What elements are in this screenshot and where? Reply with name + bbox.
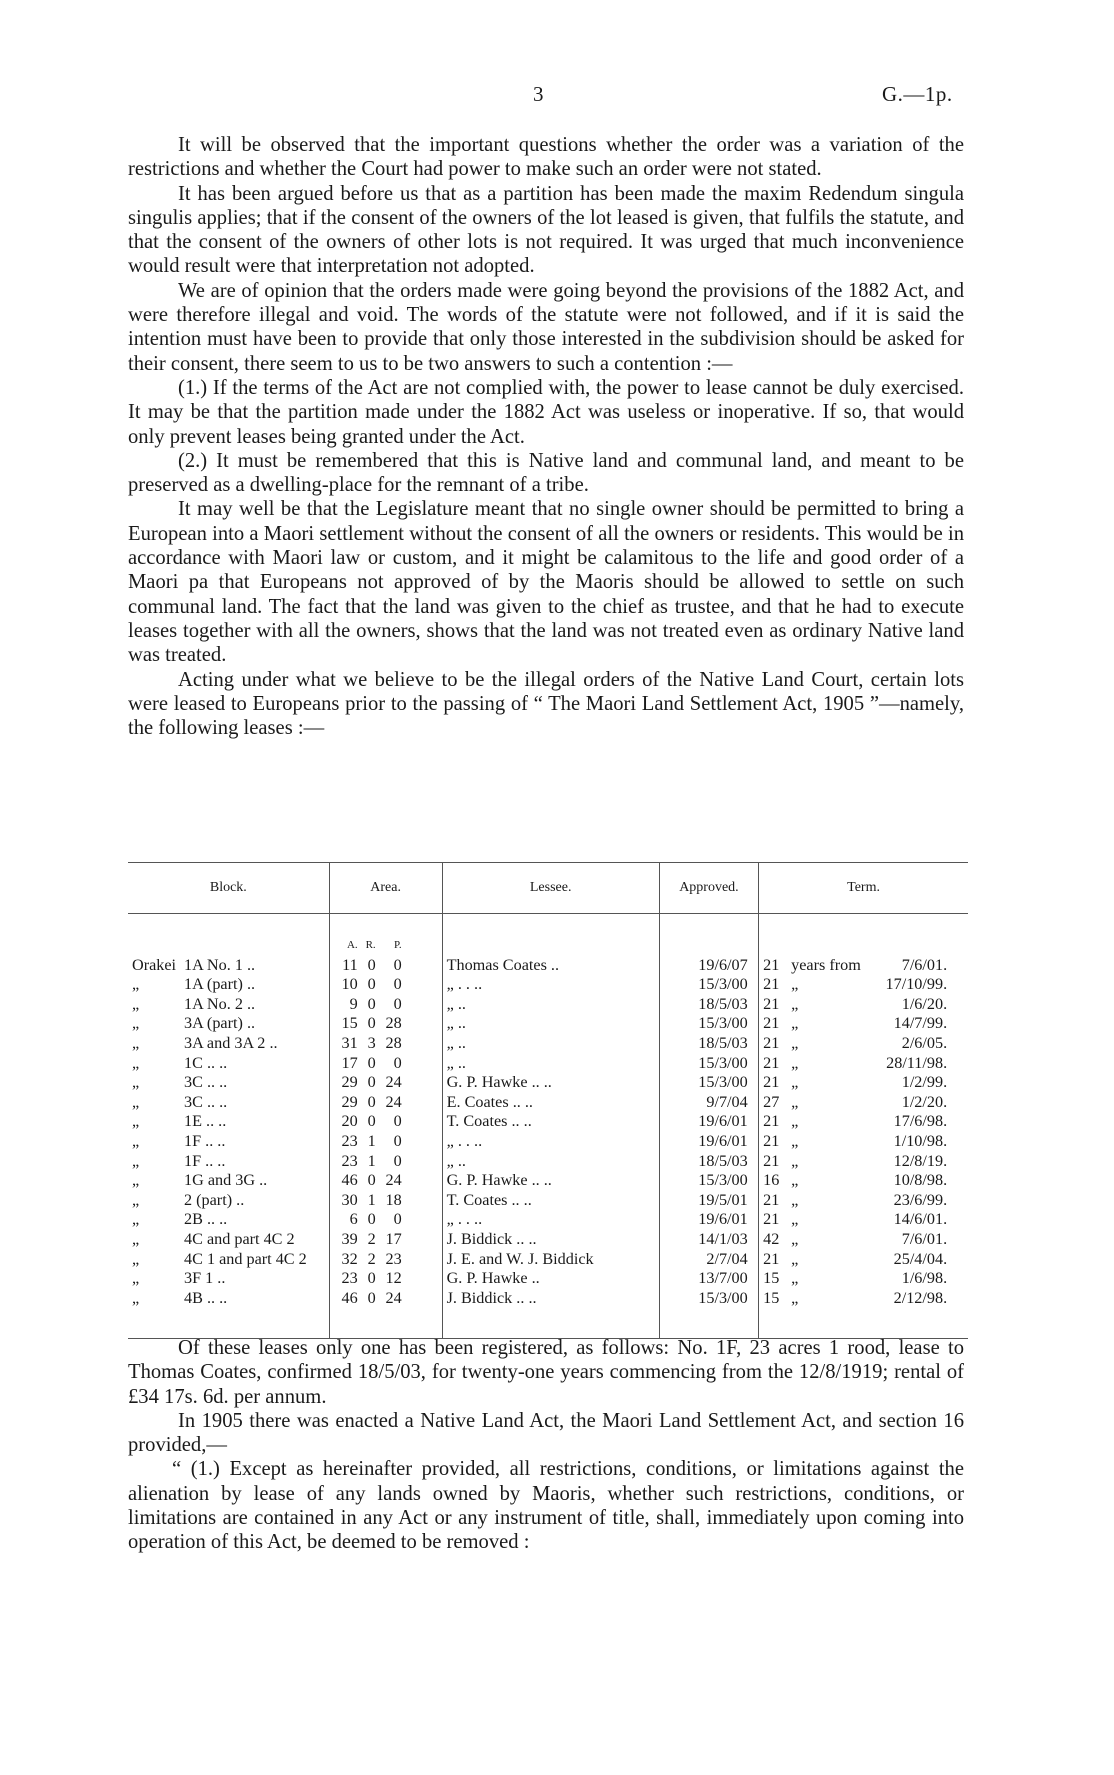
term-start-date: 7/6/01. [901, 955, 948, 974]
area-roods: 0 [367, 1053, 376, 1072]
approved-date: 15/3/00 [698, 1014, 748, 1033]
term-start-date: 7/6/01. [901, 1229, 948, 1248]
term-from: „ [791, 1033, 799, 1052]
table-row [128, 1014, 968, 1034]
area-roods: 0 [367, 994, 376, 1013]
closing-text [128, 1336, 964, 1555]
block-prefix: „ [132, 1073, 140, 1092]
lessee-name: T. Coates .. [446, 1190, 520, 1209]
term-start-date: 1/6/20. [901, 994, 948, 1013]
area-roods: 0 [367, 1210, 376, 1229]
area-roods: 0 [367, 1288, 376, 1307]
approved-date: 15/3/00 [698, 1073, 748, 1092]
block-name: 4C and part 4C 2 [184, 1229, 295, 1248]
block-name: 1C .. [184, 1053, 216, 1072]
term-start-date: 1/10/98. [893, 1131, 948, 1150]
term-years: 21 [763, 1131, 780, 1150]
term-from: „ [791, 1229, 799, 1248]
area-acres: 46 [341, 1288, 358, 1307]
table-row [128, 1289, 968, 1339]
lessee-name: G. P. Hawke .. [446, 1073, 540, 1092]
block-name: 3C .. [184, 1092, 216, 1111]
unit-perches: P. [394, 939, 402, 951]
block-prefix: „ [132, 1288, 140, 1307]
leader-dots: .. [457, 1014, 466, 1033]
table-row [128, 1034, 968, 1054]
area-roods: 0 [367, 1269, 376, 1288]
area-acres: 29 [341, 1073, 358, 1092]
block-prefix: „ [132, 1053, 140, 1072]
leader-dots: .. [217, 1269, 226, 1288]
block-prefix: „ [132, 1092, 140, 1111]
leader-dots: .. [217, 1151, 226, 1170]
area-perches: 0 [393, 994, 402, 1013]
leader-dots: .. [474, 975, 483, 994]
paragraph: It may well be that the Legislature meant that no single owner should be permitted to bring a European into a Maori settlement without the consent of all the owners or residents. This would be in accordance with Maori law or custom, and it might be calamitous to the life and good order of a Maori pa that Europeans not approved of by the Maoris should be allowed to settle on such communal land. The fact that the land was given to the chief as trustee, and that he had to execute leases together with all the owners, shows that the land was not treated even as ordinary Native land was treated. [128, 498, 964, 667]
area-acres: 23 [341, 1151, 358, 1170]
area-perches: 24 [385, 1092, 402, 1111]
header-lessee: Lessee. [442, 863, 659, 914]
term-from: „ [791, 1269, 799, 1288]
area-roods: 1 [367, 1190, 376, 1209]
table-row [128, 1250, 968, 1270]
table-row [128, 1269, 968, 1289]
block-prefix: „ [132, 975, 140, 994]
block-name: 3F 1 [184, 1269, 214, 1288]
term-years: 21 [763, 1151, 780, 1170]
area-acres: 23 [341, 1269, 358, 1288]
lessee-name: J. Biddick .. [446, 1229, 525, 1248]
block-name: 2B .. [184, 1210, 216, 1229]
approved-date: 15/3/00 [698, 1171, 748, 1190]
term-start-date: 14/6/01. [893, 1210, 948, 1229]
unit-acres: A. [346, 939, 358, 951]
block-prefix: „ [132, 1210, 140, 1229]
leader-dots: .. [236, 1190, 245, 1209]
area-perches: 0 [393, 955, 402, 974]
term-from: „ [791, 1249, 799, 1268]
area-acres: 30 [341, 1190, 358, 1209]
block-name: 1A No. 2 [184, 994, 243, 1013]
leader-dots: .. [528, 1288, 537, 1307]
approved-date: 15/3/00 [698, 975, 748, 994]
area-perches: 17 [385, 1229, 402, 1248]
term-years: 15 [763, 1269, 780, 1288]
term-start-date: 10/8/98. [893, 1171, 948, 1190]
block-name: 4C 1 and part 4C 2 [184, 1249, 307, 1268]
lessee-name: „ . . [446, 1131, 470, 1150]
area-roods: 1 [367, 1151, 376, 1170]
term-start-date: 1/2/99. [901, 1073, 948, 1092]
approved-date: 15/3/00 [698, 1053, 748, 1072]
table-header-row [128, 863, 968, 914]
term-start-date: 14/7/99. [893, 1014, 948, 1033]
block-prefix: „ [132, 1229, 140, 1248]
area-acres: 10 [341, 975, 358, 994]
leader-dots: .. [269, 1033, 278, 1052]
area-acres: 15 [341, 1014, 358, 1033]
approved-date: 19/6/07 [698, 955, 748, 974]
block-prefix: „ [132, 1112, 140, 1131]
term-from: „ [791, 1073, 799, 1092]
term-years: 15 [763, 1288, 780, 1307]
leader-dots: .. [474, 1131, 483, 1150]
leader-dots: .. [246, 975, 256, 994]
block-name: 1E .. [184, 1112, 215, 1131]
block-name: 1A (part) [184, 975, 243, 994]
table-row [128, 1152, 968, 1172]
area-units-row [128, 914, 968, 956]
block-name: 1A No. 1 [184, 955, 243, 974]
leases-table [128, 862, 968, 1339]
term-years: 21 [763, 1053, 780, 1072]
leader-dots: .. [457, 1151, 466, 1170]
area-acres: 20 [341, 1112, 358, 1131]
area-perches: 24 [385, 1073, 402, 1092]
area-roods: 0 [367, 1171, 376, 1190]
area-roods: 0 [367, 1073, 376, 1092]
area-acres: 31 [341, 1033, 358, 1052]
lessee-name: G. P. Hawke .. [446, 1171, 540, 1190]
approved-date: 18/5/03 [698, 994, 748, 1013]
document-series: G.—1p. [882, 82, 953, 106]
term-from: „ [791, 1131, 799, 1150]
table-row [128, 975, 968, 995]
area-acres: 17 [341, 1053, 358, 1072]
lessee-name: „ . . [446, 1210, 470, 1229]
paragraph: Of these leases only one has been registered, as follows: No. 1F, 23 acres 1 rood, lease to Thomas Coates, confirmed 18/5/03, for twenty-one years commencing from the 12/8/1919; rental of £34 17s. 6d. per annum. [128, 1337, 964, 1408]
table-row [128, 1112, 968, 1132]
term-from: „ [791, 1190, 799, 1209]
leader-dots: .. [218, 1112, 227, 1131]
block-prefix: „ [132, 994, 140, 1013]
paragraph: We are of opinion that the orders made were going beyond the provisions of the 1882 Act, and were therefore illegal and void. The words of the statute were not followed, and if it is said the intention must have been to provide that only those interested in the subdivision should be asked for their consent, there seem to us to be two answers to such a contention :— [128, 279, 964, 375]
leader-dots: .. [524, 1092, 533, 1111]
lessee-name: T. Coates .. [446, 1112, 520, 1131]
area-roods: 1 [367, 1131, 376, 1150]
lessee-name: J. E. and W. J. Biddick [446, 1249, 594, 1268]
area-perches: 23 [385, 1249, 402, 1268]
paragraph: In 1905 there was enacted a Native Land Act, the Maori Land Settlement Act, and section 16 provided,— [128, 1409, 964, 1457]
leader-dots: .. [219, 1053, 228, 1072]
term-start-date: 17/6/98. [893, 1112, 948, 1131]
body-text [128, 133, 964, 740]
block-prefix: „ [132, 1014, 140, 1033]
area-roods: 2 [367, 1229, 376, 1248]
area-acres: 23 [341, 1131, 358, 1150]
term-years: 42 [763, 1229, 780, 1248]
term-from: „ [791, 1288, 799, 1307]
approved-date: 18/5/03 [698, 1033, 748, 1052]
lessee-name: E. Coates .. [446, 1092, 521, 1111]
page-header [0, 82, 1114, 112]
block-prefix: „ [132, 1033, 140, 1052]
table-row [128, 995, 968, 1015]
approved-date: 9/7/04 [706, 1092, 748, 1111]
area-acres: 6 [349, 1210, 358, 1229]
leader-dots: .. [246, 994, 256, 1013]
approved-date: 15/3/00 [698, 1288, 748, 1307]
area-perches: 28 [385, 1033, 402, 1052]
block-prefix: „ [132, 1249, 140, 1268]
term-years: 21 [763, 994, 780, 1013]
area-perches: 12 [385, 1269, 402, 1288]
block-prefix: „ [132, 1171, 140, 1190]
approved-date: 19/6/01 [698, 1210, 748, 1229]
block-name: 3A and 3A 2 [184, 1033, 266, 1052]
page-number: 3 [533, 82, 544, 106]
paragraph: Acting under what we believe to be the illegal orders of the Native Land Court, certain lots were leased to Europeans prior to the passing of “ The Maori Land Settlement Act, 1905 ”—namely, the following leases :— [128, 668, 964, 740]
leader-dots: .. [528, 1229, 537, 1248]
header-approved: Approved. [659, 863, 758, 914]
approved-date: 19/6/01 [698, 1131, 748, 1150]
block-name: 3C .. [184, 1073, 216, 1092]
leader-dots: .. [219, 1073, 228, 1092]
lessee-name: Thomas Coates [446, 955, 547, 974]
leader-dots: .. [217, 1131, 226, 1150]
approved-date: 18/5/03 [698, 1151, 748, 1170]
leader-dots: .. [457, 994, 466, 1013]
leader-dots: .. [219, 1210, 228, 1229]
paragraph: It will be observed that the important questions whether the order was a variation of the restrictions and whether the Court had power to make such an order were not stated. [128, 134, 964, 181]
lessee-name: „ [446, 1053, 454, 1072]
table-row [128, 956, 968, 976]
leader-dots: .. [531, 1269, 540, 1288]
block-name: 4B .. [184, 1288, 216, 1307]
leader-dots: .. [219, 1288, 228, 1307]
leader-dots: .. [259, 1171, 268, 1190]
leader-dots: .. [474, 1210, 483, 1229]
area-acres: 39 [341, 1229, 358, 1248]
leader-dots: .. [523, 1112, 532, 1131]
lessee-name: „ [446, 1033, 454, 1052]
term-start-date: 12/8/19. [893, 1151, 948, 1170]
header-block: Block. [128, 863, 329, 914]
term-start-date: 2/6/05. [901, 1033, 948, 1052]
table-row [128, 1054, 968, 1074]
term-from: „ [791, 1112, 799, 1131]
term-from: years from [791, 955, 861, 974]
term-start-date: 17/10/99. [885, 975, 948, 994]
table-row [128, 1093, 968, 1113]
term-from: „ [791, 975, 799, 994]
table-row [128, 1132, 968, 1152]
term-years: 21 [763, 1033, 780, 1052]
term-start-date: 28/11/98. [886, 1053, 948, 1072]
leader-dots: .. [550, 955, 560, 974]
leader-dots: .. [523, 1190, 532, 1209]
lessee-name: „ [446, 1151, 454, 1170]
approved-date: 14/1/03 [698, 1229, 748, 1248]
table-row [128, 1171, 968, 1191]
approved-date: 2/7/04 [706, 1249, 748, 1268]
unit-roods: R. [365, 939, 376, 951]
area-acres: 29 [341, 1092, 358, 1111]
lessee-name: „ [446, 1014, 454, 1033]
area-perches: 24 [385, 1288, 402, 1307]
term-start-date: 2/12/98. [893, 1288, 948, 1307]
leader-dots: .. [246, 1014, 256, 1033]
block-prefix: „ [132, 1151, 140, 1170]
block-name: 2 (part) [184, 1190, 233, 1209]
block-prefix: „ [132, 1190, 140, 1209]
area-perches: 28 [385, 1014, 402, 1033]
header-term: Term. [759, 863, 968, 914]
term-years: 27 [763, 1092, 780, 1111]
lessee-name: „ [446, 994, 454, 1013]
block-prefix: „ [132, 1131, 140, 1150]
table-row [128, 1073, 968, 1093]
paragraph: (2.) It must be remembered that this is Native land and communal land, and meant to be preserved as a dwelling-place for the remnant of a tribe. [128, 449, 964, 497]
paragraph: (1.) If the terms of the Act are not complied with, the power to lease cannot be duly exercised. It may be that the partition made under the 1882 Act was useless or inoperative. If so, that would only prevent leases being granted under the Act. [128, 376, 964, 448]
area-perches: 0 [393, 1053, 402, 1072]
table-row [128, 1230, 968, 1250]
term-years: 21 [763, 1190, 780, 1209]
area-acres: 32 [341, 1249, 358, 1268]
block-prefix: Orakei [132, 955, 177, 974]
area-perches: 0 [393, 1151, 402, 1170]
area-perches: 0 [393, 1131, 402, 1150]
block-name: 3A (part) [184, 1014, 243, 1033]
area-roods: 3 [367, 1033, 376, 1052]
term-years: 21 [763, 1073, 780, 1092]
area-roods: 0 [367, 1112, 376, 1131]
term-years: 21 [763, 1210, 780, 1229]
header-area: Area. [329, 863, 442, 914]
area-perches: 0 [393, 1112, 402, 1131]
block-prefix: „ [132, 1269, 140, 1288]
term-years: 21 [763, 955, 780, 974]
term-start-date: 25/4/04. [893, 1249, 948, 1268]
area-perches: 24 [385, 1171, 402, 1190]
area-roods: 0 [367, 955, 376, 974]
area-perches: 0 [393, 1210, 402, 1229]
leader-dots: .. [457, 1033, 466, 1052]
lessee-name: „ . . [446, 975, 470, 994]
leader-dots: .. [219, 1092, 228, 1111]
area-roods: 0 [367, 1092, 376, 1111]
leader-dots: .. [246, 955, 256, 974]
block-name: 1F .. [184, 1151, 214, 1170]
approved-date: 19/5/01 [698, 1190, 748, 1209]
block-name: 1G and 3G [184, 1171, 256, 1190]
term-years: 21 [763, 975, 780, 994]
table-row [128, 1191, 968, 1211]
term-from: „ [791, 1171, 799, 1190]
term-from: „ [791, 1092, 799, 1111]
area-acres: 11 [342, 955, 358, 974]
term-from: „ [791, 1151, 799, 1170]
term-start-date: 1/2/20. [901, 1092, 948, 1111]
area-roods: 2 [367, 1249, 376, 1268]
term-start-date: 1/6/98. [901, 1269, 948, 1288]
lessee-name: J. Biddick .. [446, 1288, 525, 1307]
term-years: 21 [763, 1249, 780, 1268]
term-years: 16 [763, 1171, 780, 1190]
lessee-name: G. P. Hawke [446, 1269, 528, 1288]
leader-dots: .. [457, 1053, 466, 1072]
term-from: „ [791, 994, 799, 1013]
leader-dots: .. [543, 1073, 552, 1092]
term-from: „ [791, 1210, 799, 1229]
quoted-section: “ (1.) Except as hereinafter provided, all restrictions, conditions, or limitations against the alienation by lease of any lands owned by Maoris, whether such restrictions, conditions, or limitations are contained in any Act or any instrument of title, shall, immediately upon coming into operation of this Act, be deemed to be removed : [128, 1458, 964, 1554]
term-from: „ [791, 1014, 799, 1033]
table-row [128, 1210, 968, 1230]
area-acres: 9 [349, 994, 358, 1013]
area-acres: 46 [341, 1171, 358, 1190]
leader-dots: .. [543, 1171, 552, 1190]
term-from: „ [791, 1053, 799, 1072]
term-years: 21 [763, 1112, 780, 1131]
area-roods: 0 [367, 1014, 376, 1033]
block-name: 1F .. [184, 1131, 214, 1150]
area-roods: 0 [367, 975, 376, 994]
area-perches: 0 [393, 975, 402, 994]
term-years: 21 [763, 1014, 780, 1033]
paragraph: It has been argued before us that as a partition has been made the maxim Redendum singula singulis applies; that if the consent of the owners of the lot leased is given, that fulfils the statute, and that the consent of the owners of other lots is not required. It was urged that much inconvenience would result were that interpretation not adopted. [128, 182, 964, 278]
approved-date: 19/6/01 [698, 1112, 748, 1131]
approved-date: 13/7/00 [698, 1269, 748, 1288]
area-perches: 18 [385, 1190, 402, 1209]
term-start-date: 23/6/99. [893, 1190, 948, 1209]
